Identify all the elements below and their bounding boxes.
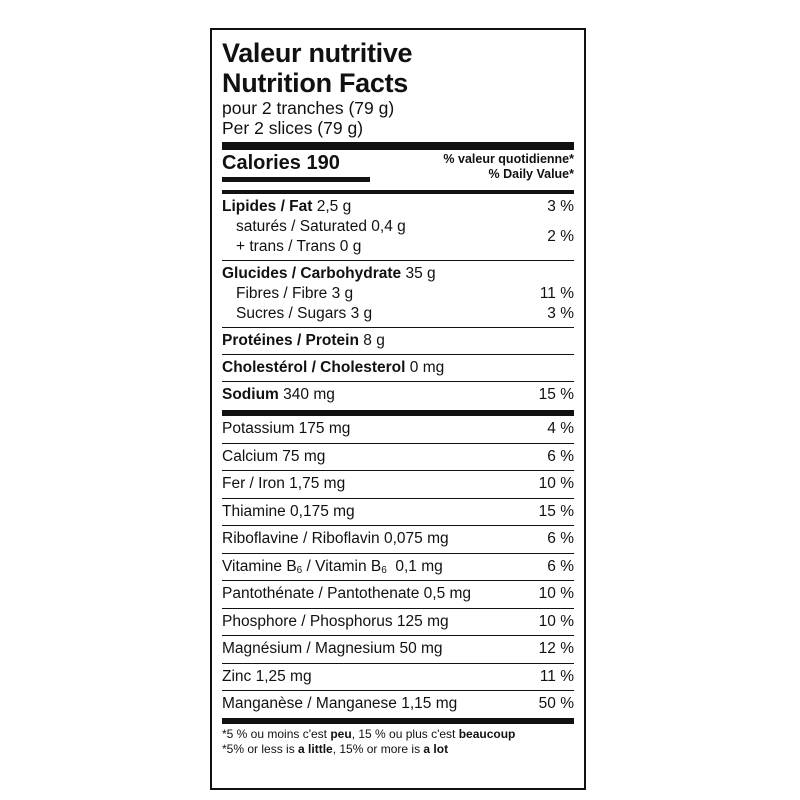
mineral-name: Thiamine 0,175 mg xyxy=(222,502,355,520)
mineral-name: Zinc 1,25 mg xyxy=(222,667,312,685)
nutrition-facts-label xyxy=(210,28,586,790)
mineral-name: Vitamine B6 / Vitamin B6 0,1 mg xyxy=(222,557,443,576)
protein-amount: 8 g xyxy=(363,332,385,349)
mineral-percent: 4 % xyxy=(547,420,574,438)
mineral-row-manganese xyxy=(222,691,574,718)
mineral-percent: 50 % xyxy=(538,695,574,713)
carbohydrate-row xyxy=(222,264,574,284)
cholesterol-name: Cholestérol / Cholesterol xyxy=(222,359,406,376)
mineral-row-potassium xyxy=(222,416,574,444)
daily-value-header-french: % valeur quotidienne* xyxy=(443,152,574,166)
mineral-row-vitamin-b6 xyxy=(222,554,574,582)
mineral-percent: 10 % xyxy=(538,612,574,630)
mineral-row-zinc xyxy=(222,664,574,692)
mineral-name: Pantothénate / Pantothenate 0,5 mg xyxy=(222,585,472,603)
mineral-row-magnesium xyxy=(222,636,574,664)
footnote-french: *5 % ou moins c'est peu, 15 % ou plus c'est beaucoup xyxy=(222,726,516,741)
fat-amount: 2,5 g xyxy=(316,198,352,215)
sodium-percent: 15 % xyxy=(538,386,574,403)
fibre-row xyxy=(222,284,574,304)
saturated-name: saturés / Saturated 0,4 g xyxy=(236,218,406,235)
mineral-percent: 15 % xyxy=(538,502,574,520)
mineral-row-calcium xyxy=(222,444,574,472)
mineral-row-riboflavin xyxy=(222,526,574,554)
cholesterol-block xyxy=(222,355,574,381)
mineral-name: Riboflavine / Riboflavin 0,075 mg xyxy=(222,530,449,548)
minerals-list xyxy=(222,416,574,718)
mineral-percent: 11 % xyxy=(539,667,574,685)
thick-divider xyxy=(222,142,574,150)
daily-value-header-english: % Daily Value* xyxy=(488,167,574,181)
sat-trans-percent: 2 % xyxy=(547,228,574,245)
fat-name: Lipides / Fat xyxy=(222,198,313,215)
carbohydrate-amount: 35 g xyxy=(405,265,436,282)
carbohydrate-block xyxy=(222,261,574,327)
mineral-percent: 6 % xyxy=(547,530,574,548)
protein-row xyxy=(222,331,574,351)
serving-size-french: pour 2 tranches (79 g) xyxy=(222,98,395,118)
title-french: Valeur nutritive xyxy=(222,38,413,68)
sat-trans-group xyxy=(222,217,574,257)
footnote xyxy=(222,724,574,757)
sodium-name: Sodium xyxy=(222,386,279,403)
protein-block xyxy=(222,328,574,354)
calories-row xyxy=(222,150,574,190)
carbohydrate-name: Glucides / Carbohydrate xyxy=(222,265,402,282)
footnote-english: *5% or less is a little, 15% or more is a lot xyxy=(222,741,449,756)
trans-row xyxy=(222,237,406,257)
sugars-name: Sucres / Sugars 3 g xyxy=(236,305,373,322)
mineral-percent: 6 % xyxy=(547,557,574,575)
mineral-name: Phosphore / Phosphorus 125 mg xyxy=(222,612,449,630)
mineral-name: Manganèse / Manganese 1,15 mg xyxy=(222,695,458,713)
fat-row xyxy=(222,197,574,217)
calories-underline xyxy=(222,177,370,182)
cholesterol-amount: 0 mg xyxy=(409,359,445,376)
mineral-name: Fer / Iron 1,75 mg xyxy=(222,475,346,493)
fat-percent: 3 % xyxy=(547,198,574,215)
trans-name: + trans / Trans 0 g xyxy=(236,238,362,255)
sodium-amount: 340 mg xyxy=(283,386,335,403)
cholesterol-row xyxy=(222,358,574,378)
daily-value-header xyxy=(443,152,574,182)
fibre-name: Fibres / Fibre 3 g xyxy=(236,285,354,302)
fat-block xyxy=(222,194,574,260)
calories-label: Calories 190 xyxy=(222,152,340,174)
mineral-row-phosphorus xyxy=(222,609,574,637)
mineral-name: Potassium 175 mg xyxy=(222,420,351,438)
sugars-row xyxy=(222,304,574,324)
mineral-name: Calcium 75 mg xyxy=(222,447,326,465)
sodium-row xyxy=(222,385,574,405)
mineral-percent: 10 % xyxy=(538,475,574,493)
mineral-name: Magnésium / Magnesium 50 mg xyxy=(222,640,443,658)
protein-name: Protéines / Protein xyxy=(222,332,359,349)
fibre-percent: 11 % xyxy=(539,285,574,302)
serving-size-english: Per 2 slices (79 g) xyxy=(222,118,364,138)
mineral-percent: 12 % xyxy=(538,640,574,658)
mineral-row-thiamine xyxy=(222,499,574,527)
sugars-percent: 3 % xyxy=(547,305,574,322)
mineral-percent: 10 % xyxy=(538,585,574,603)
mineral-row-iron xyxy=(222,471,574,499)
saturated-row xyxy=(222,217,406,237)
title-english: Nutrition Facts xyxy=(222,68,409,98)
sodium-block xyxy=(222,382,574,408)
mineral-row-pantothenate xyxy=(222,581,574,609)
mineral-percent: 6 % xyxy=(547,447,574,465)
